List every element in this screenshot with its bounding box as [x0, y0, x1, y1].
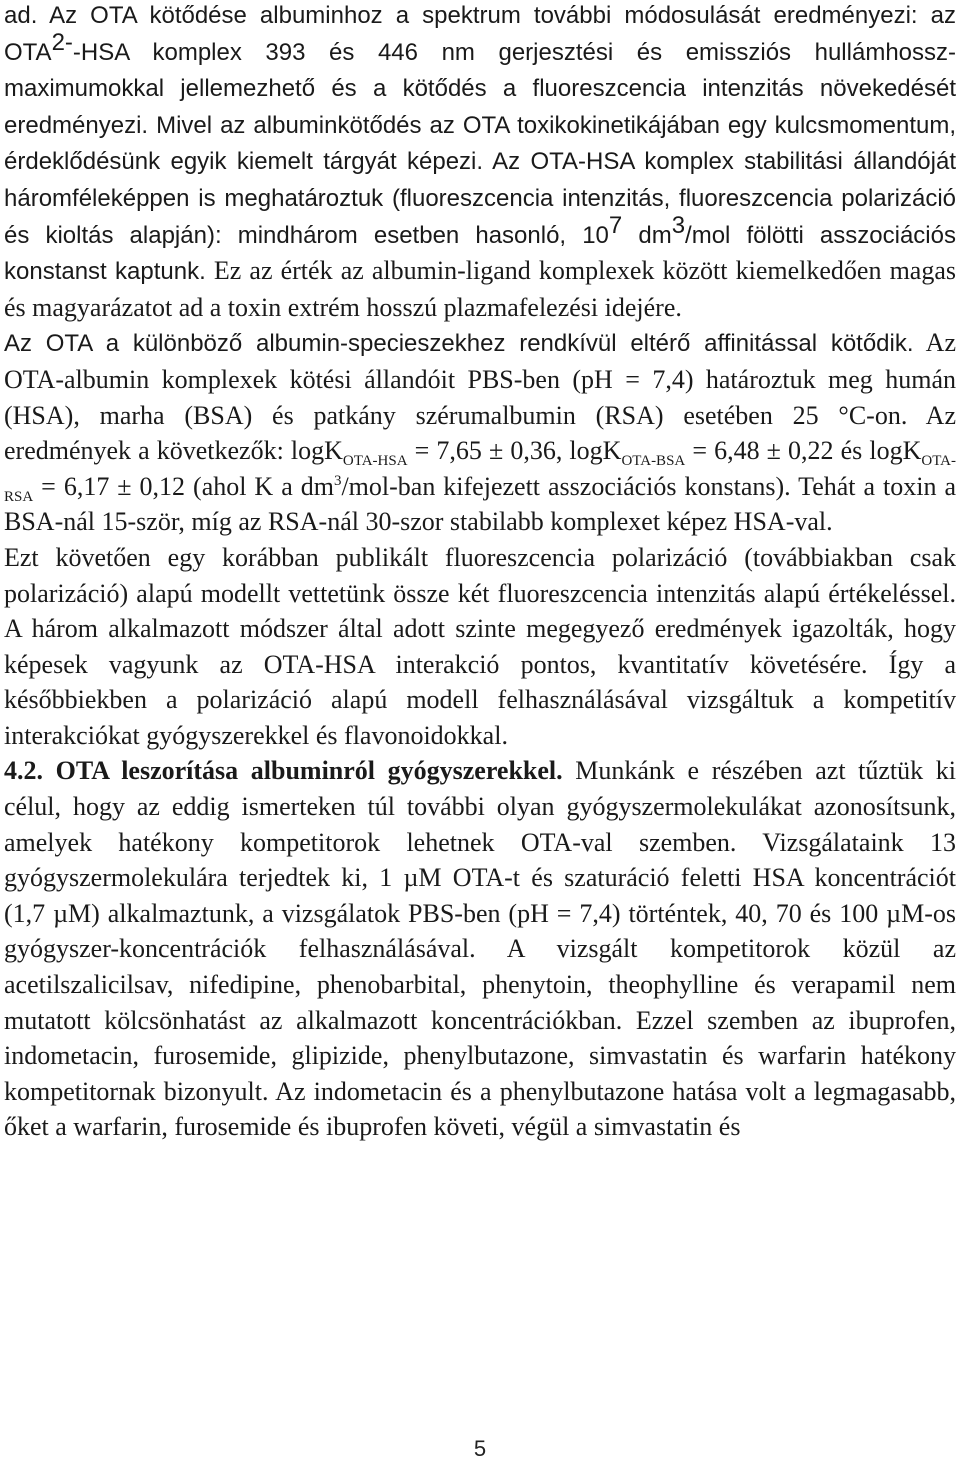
- paragraph-polarization-model: [4, 540, 956, 754]
- page-number: 5: [473, 1436, 487, 1461]
- text-run: = 6,17 ± 0,12 (ahol K a dm: [33, 471, 334, 501]
- text-run: Ez az érték az albumin-ligand komplexek között kiemelkedően magas és magyarázatot ad a toxin extrém hosszú plazmafelezési idejére.: [4, 256, 957, 322]
- text-run: Munkánk e részében azt tűztük ki célul, hogy az eddig ismerteken túl további olyan gyógyszermolekulákat azonosítsunk, amelyek hatékony kompetitorok lehetnek OTA-val szemben. Vizsgálataink 13 gyógyszermolekulára terjedtek ki, 1 µM OTA-t és szaturáció feletti HSA koncentrációt (1,7 µM) alkalmaztunk, a vizsgálatok PBS-ben (pH = 7,4) történtek, 40, 70 és 100 µM-os gyógyszer-koncentrációk felhasználásával. A vizsgált kompetitorok közül az acetilszalicilsav, nifedipine, phenobarbital, phenytoin, theophylline és verapamil nem mutatott kölcsönhatást az alkalmazott koncentrációkban. Ezzel szemben az ibuprofen, indometacin, furosemide, glipizide, phenylbutazone, simvastatin és warfarin hatékony kompetitornak bizonyult. Az indometacin és a phenylbutazone hatása volt a legmagasabb, őket a warfarin, furosemide és ibuprofen követi, végül a simvastatin és: [4, 756, 956, 1142]
- paragraph-species-affinity: [4, 325, 956, 540]
- text-run: /mol fölötti asszociációs konstanst kaptunk.: [4, 221, 956, 286]
- subscript: OTA-RSA: [4, 453, 956, 505]
- text-run: ad. Az OTA kötődése albuminhoz a spektrum további módosulását eredményezi: az OTA: [4, 2, 956, 66]
- subscript: OTA-HSA: [342, 453, 408, 470]
- superscript: 2-: [51, 28, 73, 56]
- section-heading: 4.2. OTA leszorítása albuminról gyógyszerekkel.: [4, 756, 563, 786]
- text-run: Ezt követően egy korábban publikált fluoreszcencia polarizáció (továbbiakban csak polarizáció) alapú modellt vettetünk össze két fluoreszcencia intenzitás alapú értékeléssel. A három alkalmazott módszer által adott szinte megegyező eredmények igazolták, hogy képesek vagyunk az OTA-HSA interakció pontos, kvantitatív követésére. Így a későbbiekben a polarizáció alapú modell felhasználásával vizsgáltuk a kompetitív interakciókat gyógyszerekkel és flavonoidokkal.: [4, 542, 956, 750]
- text-run: = 6,48 ± 0,22 és logK: [685, 436, 922, 466]
- text-run: Az OTA a különböző albumin-specieszekhez rendkívül eltérő affinitással kötődik.: [4, 330, 914, 358]
- superscript: 3: [671, 211, 686, 239]
- text-run: = 7,65 ± 0,36, logK: [407, 436, 622, 466]
- subscript: OTA-BSA: [621, 453, 686, 470]
- text-run: /mol-ban kifejezett asszociációs konstans). Tehát a toxin a BSA-nál 15-ször, míg az RSA-nál 30-szor stabilabb komplexet képez HSA-val.: [4, 471, 956, 537]
- paragraph-albumin-binding: [4, 0, 956, 325]
- text-run: Az OTA-albumin komplexek kötési állandóit PBS-ben (pH = 7,4) határoztuk meg humán (HSA), marha (BSA) és patkány szérumalbumin (RSA) esetében 25 °C-on. Az eredmények a következők: logK: [4, 328, 956, 466]
- text-run: dm: [622, 221, 672, 249]
- text-run: -HSA komplex 393 és 446 nm gerjesztési és emissziós hullámhossz-maximumokkal jellemezhető és a kötődés a fluoreszcencia intenzitás növekedését eredményezi. Mivel az albuminkötődés az OTA toxikokinetikájában egy kulcsmomentum, érdeklődésünk egyik kiemelt tárgyát képezi.: [4, 38, 956, 176]
- superscript: 3: [333, 472, 342, 489]
- superscript: 7: [608, 211, 623, 239]
- text-run: Az OTA-HSA komplex stabilitási állandóját háromféleképpen is meghatároztuk (fluoreszcencia intenzitás, fluoreszcencia polarizáció és kioltás alapján): mindhárom esetben hasonló, 10: [4, 148, 956, 249]
- paragraph-drug-displacement: [4, 753, 956, 1145]
